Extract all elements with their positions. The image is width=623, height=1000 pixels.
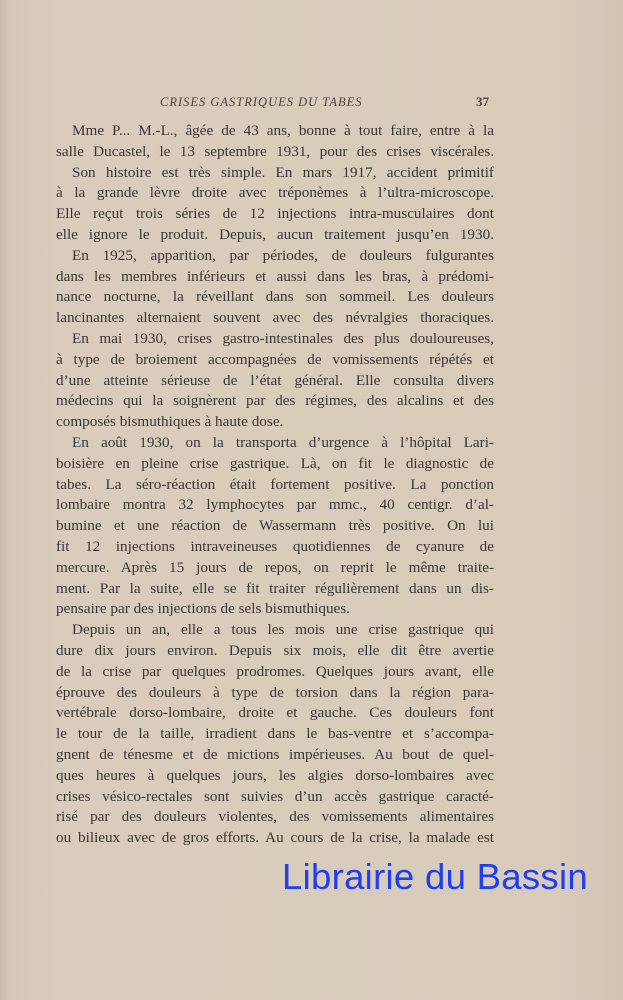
- text-line: dans les membres inférieurs et aussi dans les bras, à prédomi-: [56, 267, 494, 285]
- text-line: composés bismuthiques à haute dose.: [56, 413, 284, 431]
- text-line: Depuis un an, elle a tous les mois une crise gastrique qui: [72, 621, 494, 639]
- text-line: En août 1930, on la transporta d’urgence à l’hôpital Lari-: [72, 433, 494, 451]
- text-line: vertébrale dorso-lombaire, droite et gauche. Ces douleurs font: [56, 704, 494, 722]
- text-line: éprouve des douleurs à type de torsion dans la région para-: [56, 683, 494, 701]
- text-line: d’une atteinte sérieuse de l’état général. Elle consulta divers: [56, 371, 494, 389]
- text-line: à la grande lèvre droite avec tréponèmes à l’ultra-microscope.: [56, 184, 494, 202]
- text-line: à type de broiement accompagnées de vomissements répétés et: [56, 350, 494, 368]
- text-line: de la crise par quelques prodromes. Quelques jours avant, elle: [56, 662, 494, 680]
- running-head: CRISES GASTRIQUES DU TABES: [160, 95, 363, 109]
- text-line: ques heures à quelques jours, les algies dorso-lombaires avec: [56, 766, 494, 784]
- page-number: 37: [476, 94, 489, 109]
- text-line: elle ignore le produit. Depuis, aucun traitement jusqu’en 1930.: [56, 225, 494, 243]
- text-line: pensaire par des injections de sels bismuthiques.: [56, 600, 350, 618]
- page-header: [55, 95, 495, 115]
- text-line: tabes. La séro-réaction était fortement positive. La ponction: [56, 475, 494, 493]
- text-line: lancinantes alternaient souvent avec des névralgies thoraciques.: [56, 309, 494, 327]
- text-line: Elle reçut trois séries de 12 injections intra-musculaires dont: [56, 205, 494, 223]
- text-line: salle Ducastel, le 13 septembre 1931, pour des crises viscérales.: [56, 142, 494, 160]
- text-line: mercure. Après 15 jours de repos, on reprit le même traite-: [56, 558, 494, 576]
- text-line: fit 12 injections intraveineuses quotidiennes de cyanure de: [56, 537, 494, 555]
- text-line: nance nocturne, la réveillant dans son sommeil. Les douleurs: [56, 288, 494, 306]
- body-text: [56, 121, 494, 849]
- text-line: boisière en pleine crise gastrique. Là, on fit le diagnostic de: [56, 454, 494, 472]
- text-line: crises vésico-rectales sont suivies d’un accès gastrique caracté-: [56, 787, 494, 805]
- text-line: bumine et une réaction de Wassermann très positive. On lui: [56, 517, 494, 535]
- text-line: En mai 1930, crises gastro-intestinales des plus douloureuses,: [72, 329, 494, 347]
- text-line: ou bilieux avec de gros efforts. Au cours de la crise, la malade est: [56, 829, 494, 847]
- text-line: dure dix jours environ. Depuis six mois, elle dit être avertie: [56, 641, 494, 659]
- text-line: ment. Par la suite, elle se fit traiter régulièrement dans un dis-: [56, 579, 494, 597]
- watermark: Librairie du Bassin: [282, 856, 588, 897]
- text-line: Mme P... M.-L., âgée de 43 ans, bonne à tout faire, entre à la: [72, 122, 494, 139]
- text-line: Son histoire est très simple. En mars 1917, accident primitif: [72, 163, 494, 181]
- text-line: lombaire montra 32 lymphocytes par mmc., 40 centigr. d’al-: [56, 496, 494, 514]
- text-line: risé par des douleurs violentes, des vomissements alimentaires: [56, 808, 494, 826]
- text-line: médecins qui la soignèrent par des régimes, des alcalins et des: [56, 392, 494, 410]
- text-line: En 1925, apparition, par périodes, de douleurs fulgurantes: [72, 246, 494, 264]
- text-line: gnent de ténesme et de mictions impérieuses. Au bout de quel-: [56, 745, 494, 763]
- text-line: le tour de la taille, irradient dans le bas-ventre et s’accompa-: [56, 725, 494, 743]
